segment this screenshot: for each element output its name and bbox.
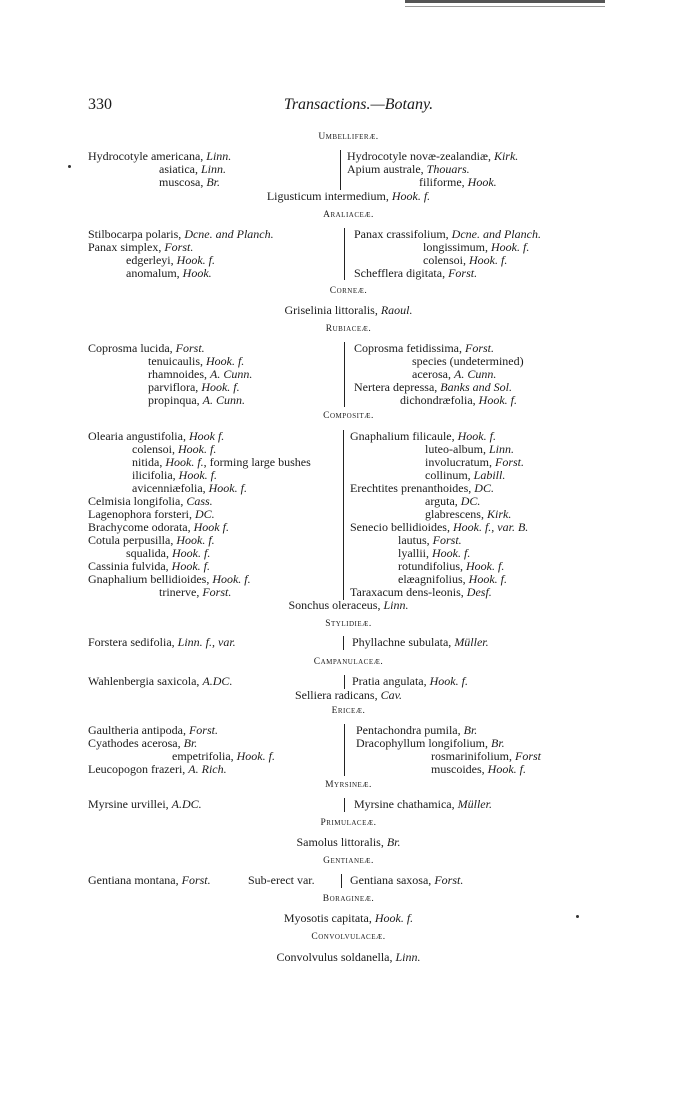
- species-entry: dichondræfolia, Hook. f.: [400, 393, 517, 407]
- species-entry: Taraxacum dens-leonis, Desf.: [350, 585, 492, 599]
- column-divider: [344, 342, 345, 407]
- species-entry: parviflora, Hook. f.: [148, 380, 240, 394]
- species-entry: Gnaphalium bellidioides, Hook. f.: [88, 572, 251, 586]
- species-entry: Celmisia longifolia, Cass.: [88, 494, 213, 508]
- species-entry: Cassinia fulvida, Hook. f.: [88, 559, 210, 573]
- species-entry: propinqua, A. Cunn.: [148, 393, 245, 407]
- species-entry: collinum, Labill.: [425, 468, 506, 482]
- species-entry: luteo-album, Linn.: [425, 442, 514, 456]
- species-entry: Pentachondra pumila, Br.: [356, 723, 478, 737]
- species-entry: Leucopogon frazeri, A. Rich.: [88, 762, 227, 776]
- species-entry: Olearia angustifolia, Hook f.: [88, 429, 225, 443]
- top-rule-thin: [405, 6, 605, 7]
- family-heading-campanulaceae: Campanulaceæ.: [313, 657, 384, 667]
- species-entry: Hydrocotyle americana, Linn.: [88, 149, 232, 163]
- species-entry: avicenniæfolia, Hook. f.: [132, 481, 247, 495]
- species-entry-centered: Convolvulus soldanella, Linn.: [276, 950, 421, 964]
- species-entry: nitida, Hook. f., forming large bushes: [132, 455, 311, 469]
- family-heading-compositae: Compositæ.: [323, 411, 374, 421]
- species-entry: Cotula perpusilla, Hook. f.: [88, 533, 215, 547]
- species-entry: Lagenophora forsteri, DC.: [88, 507, 215, 521]
- species-entry: rotundifolius, Hook. f.: [398, 559, 505, 573]
- species-entry: longissimum, Hook. f.: [423, 240, 530, 254]
- species-entry: ilicifolia, Hook. f.: [132, 468, 217, 482]
- column-divider: [341, 874, 342, 888]
- family-heading-corneae: Corneæ.: [329, 286, 368, 296]
- species-entry-centered: Myosotis capitata, Hook. f.: [283, 911, 414, 925]
- top-rule: [405, 0, 605, 3]
- species-entry: edgerleyi, Hook. f.: [126, 253, 215, 267]
- species-entry: Forstera sedifolia, Linn. f., var.: [88, 635, 236, 649]
- species-entry: involucratum, Forst.: [425, 455, 524, 469]
- species-entry: arguta, DC.: [425, 494, 481, 508]
- species-entry: colensoi, Hook. f.: [423, 253, 508, 267]
- column-divider: [344, 724, 345, 776]
- family-heading-boragineae: Boragineæ.: [322, 894, 375, 904]
- species-entry: Schefflera digitata, Forst.: [354, 266, 478, 280]
- species-entry: Brachycome odorata, Hook f.: [88, 520, 229, 534]
- species-entry: filiforme, Hook.: [419, 175, 497, 189]
- species-entry: Erechtites prenanthoides, DC.: [350, 481, 494, 495]
- family-heading-rubiaceae: Rubiaceæ.: [325, 324, 372, 334]
- species-entry: lyallii, Hook. f.: [398, 546, 471, 560]
- ink-speck: [68, 165, 71, 168]
- species-entry: asiatica, Linn.: [159, 162, 226, 176]
- species-entry: trinerve, Forst.: [159, 585, 232, 599]
- family-heading-convolvulaceae: Convolvulaceæ.: [311, 932, 386, 942]
- species-entry: Gentiana montana, Forst.: [88, 873, 211, 887]
- species-entry: colensoi, Hook. f.: [132, 442, 217, 456]
- species-entry: Coprosma lucida, Forst.: [88, 341, 205, 355]
- species-entry: rhamnoides, A. Cunn.: [148, 367, 253, 381]
- family-heading-stylidieae: Stylidieæ.: [325, 619, 372, 629]
- species-entry-centered: Griselinia littoralis, Raoul.: [284, 303, 413, 317]
- species-entry-centered: Samolus littoralis, Br.: [296, 835, 401, 849]
- species-entry: Dracophyllum longifolium, Br.: [356, 736, 505, 750]
- species-entry: lautus, Forst.: [398, 533, 462, 547]
- family-heading-primulaceae: Primulaceæ.: [320, 818, 377, 828]
- species-entry: elæagnifolius, Hook. f.: [398, 572, 507, 586]
- family-heading-araliaceae: Araliaceæ.: [323, 210, 374, 220]
- species-entry: muscoides, Hook. f.: [431, 762, 526, 776]
- column-divider: [344, 675, 345, 689]
- species-entry: muscosa, Br.: [159, 175, 220, 189]
- species-entry: Gnaphalium filicaule, Hook. f.: [350, 429, 496, 443]
- species-entry: Myrsine chathamica, Müller.: [354, 797, 492, 811]
- species-entry-centered: Sonchus oleraceus, Linn.: [288, 598, 409, 612]
- species-entry: Phyllachne subulata, Müller.: [352, 635, 489, 649]
- species-entry: squalida, Hook. f.: [126, 546, 211, 560]
- species-entry: Cyathodes acerosa, Br.: [88, 736, 198, 750]
- species-entry: Coprosma fetidissima, Forst.: [354, 341, 495, 355]
- column-divider: [344, 228, 345, 280]
- species-entry: anomalum, Hook.: [126, 266, 212, 280]
- species-entry: Senecio bellidioides, Hook. f., var. B.: [350, 520, 529, 534]
- species-entry: Gentiana saxosa, Forst.: [350, 873, 464, 887]
- family-heading-gentianeae: Gentianeæ.: [323, 856, 374, 866]
- species-entry-centered: Ligusticum intermedium, Hook. f.: [266, 189, 431, 203]
- variety-note: Sub-erect var.: [248, 873, 315, 887]
- species-entry: glabrescens, Kirk.: [425, 507, 512, 521]
- species-entry: acerosa, A. Cunn.: [412, 367, 497, 381]
- species-entry: Stilbocarpa polaris, Dcne. and Planch.: [88, 227, 274, 241]
- species-entry: Panax crassifolium, Dcne. and Planch.: [354, 227, 541, 241]
- species-entry: Wahlenbergia saxicola, A.DC.: [88, 674, 233, 688]
- running-title: Transactions.—Botany.: [283, 96, 434, 113]
- species-entry: species (undetermined): [412, 354, 524, 368]
- species-entry: Myrsine urvillei, A.DC.: [88, 797, 202, 811]
- species-entry: empetrifolia, Hook. f.: [172, 749, 275, 763]
- species-entry: Gaultheria antipoda, Forst.: [88, 723, 218, 737]
- column-divider: [343, 430, 344, 600]
- species-entry-centered: Selliera radicans, Cav.: [294, 688, 403, 702]
- species-entry: Panax simplex, Forst.: [88, 240, 194, 254]
- species-entry: Hydrocotyle novæ-zealandiæ, Kirk.: [347, 149, 519, 163]
- family-heading-myrsineae: Myrsineæ.: [325, 780, 372, 790]
- column-divider: [344, 798, 345, 812]
- column-divider: [343, 636, 344, 650]
- page-number: 330: [88, 96, 112, 113]
- ink-speck: [576, 915, 579, 918]
- species-entry: Apium australe, Thouars.: [347, 162, 470, 176]
- column-divider: [340, 150, 341, 190]
- species-entry: Pratia angulata, Hook. f.: [352, 674, 468, 688]
- species-entry: Nertera depressa, Banks and Sol.: [354, 380, 512, 394]
- family-heading-umbelliferae: Umbelliferæ.: [318, 132, 379, 142]
- species-entry: rosmarinifolium, Forst: [431, 749, 542, 763]
- species-entry: tenuicaulis, Hook. f.: [148, 354, 245, 368]
- family-heading-ericeae: Ericeæ.: [331, 706, 366, 716]
